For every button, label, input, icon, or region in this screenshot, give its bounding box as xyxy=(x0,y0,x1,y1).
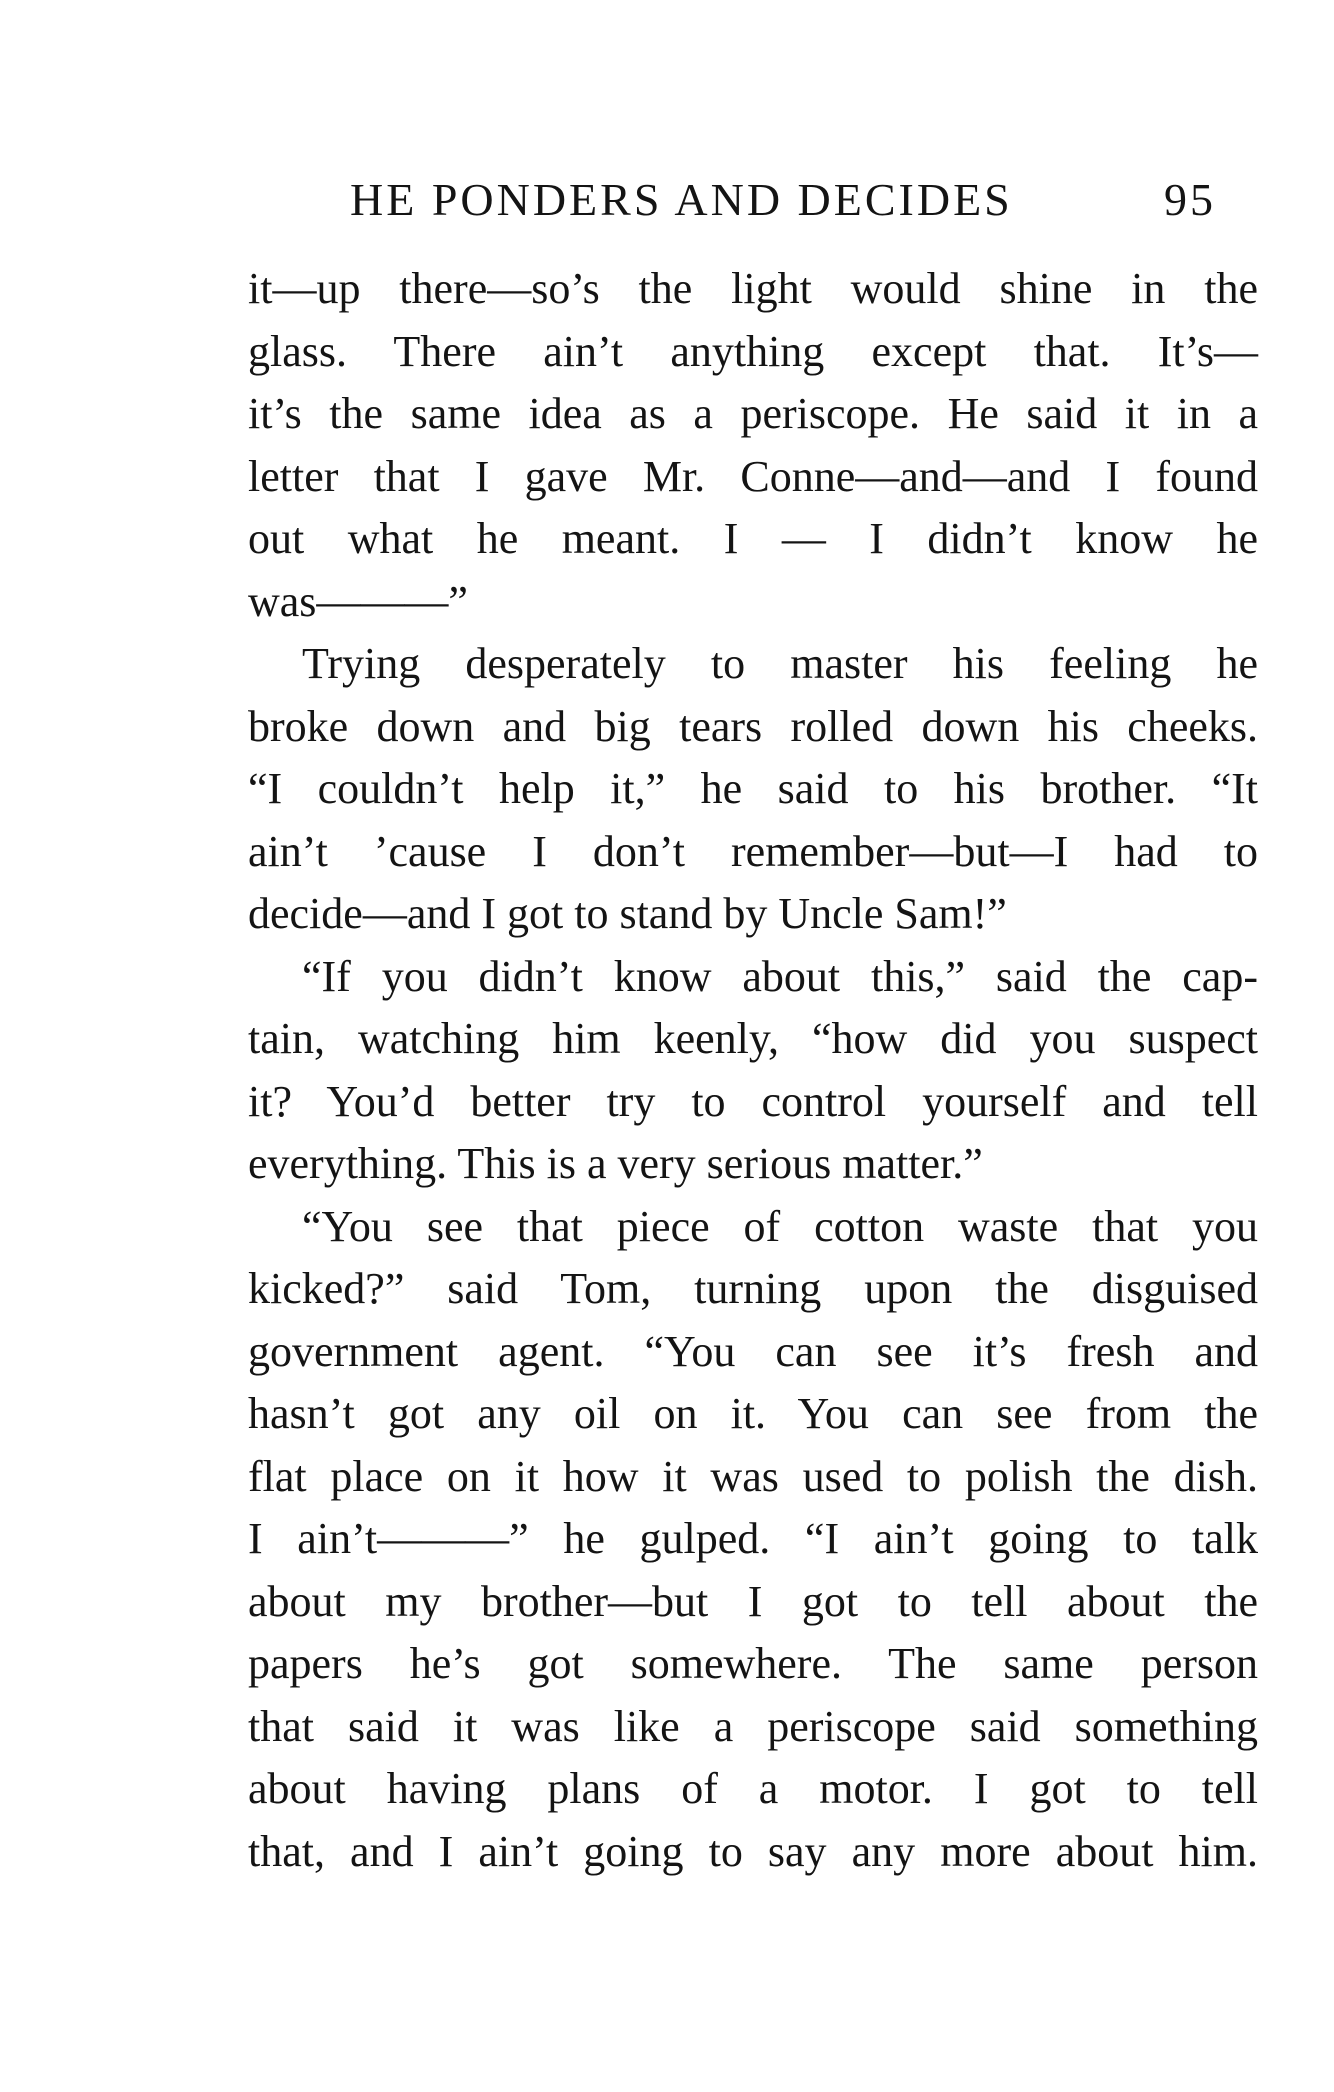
text-line: government agent. “You can see it’s fresh and xyxy=(248,1326,1258,1376)
text-line: it—up there—so’s the light would shine in the xyxy=(248,264,1258,313)
text-line: I ain’t———” he gulped. “I ain’t going to talk xyxy=(248,1514,1258,1563)
text-line: ain’t ’cause I don’t remember—but—I had to xyxy=(248,826,1258,876)
text-line: it? You’d better try to control yourself and tell xyxy=(248,1076,1258,1126)
text-line: glass. There ain’t anything except that. It’s— xyxy=(248,326,1258,376)
body-text xyxy=(248,258,1258,1883)
text-line: Trying desperately to master his feeling he xyxy=(302,639,1258,688)
text-line: everything. This is a very serious matter.” xyxy=(248,1139,983,1188)
text-line: papers he’s got somewhere. The same person xyxy=(248,1639,1258,1688)
text-line: tain, watching him keenly, “how did you suspect xyxy=(248,1014,1258,1063)
page-number: 95 xyxy=(1164,174,1216,225)
text-line: was———” xyxy=(248,576,468,626)
chapter-title: HE PONDERS AND DECIDES xyxy=(350,174,1013,225)
text-line: kicked?” said Tom, turning upon the disguised xyxy=(248,1264,1258,1313)
running-head xyxy=(350,170,1250,230)
text-line: “You see that piece of cotton waste that you xyxy=(302,1201,1258,1251)
text-line: that, and I ain’t going to say any more about him. xyxy=(248,1826,1258,1876)
text-line: “I couldn’t help it,” he said to his brother. “It xyxy=(248,764,1258,813)
text-line: it’s the same idea as a periscope. He said it in a xyxy=(248,389,1258,438)
text-line: about having plans of a motor. I got to tell xyxy=(248,1764,1258,1813)
text-line: letter that I gave Mr. Conne—and—and I found xyxy=(248,451,1258,501)
text-line: decide—and I got to stand by Uncle Sam!” xyxy=(248,889,1007,938)
text-line: “If you didn’t know about this,” said the cap- xyxy=(302,951,1258,1001)
text-line: hasn’t got any oil on it. You can see from the xyxy=(248,1389,1258,1438)
text-line: about my brother—but I got to tell about the xyxy=(248,1576,1258,1626)
text-line: flat place on it how it was used to polish the dish. xyxy=(248,1451,1258,1501)
text-line: broke down and big tears rolled down his cheeks. xyxy=(248,701,1258,751)
text-line: that said it was like a periscope said something xyxy=(248,1701,1258,1751)
text-line: out what he meant. I — I didn’t know he xyxy=(248,514,1258,563)
